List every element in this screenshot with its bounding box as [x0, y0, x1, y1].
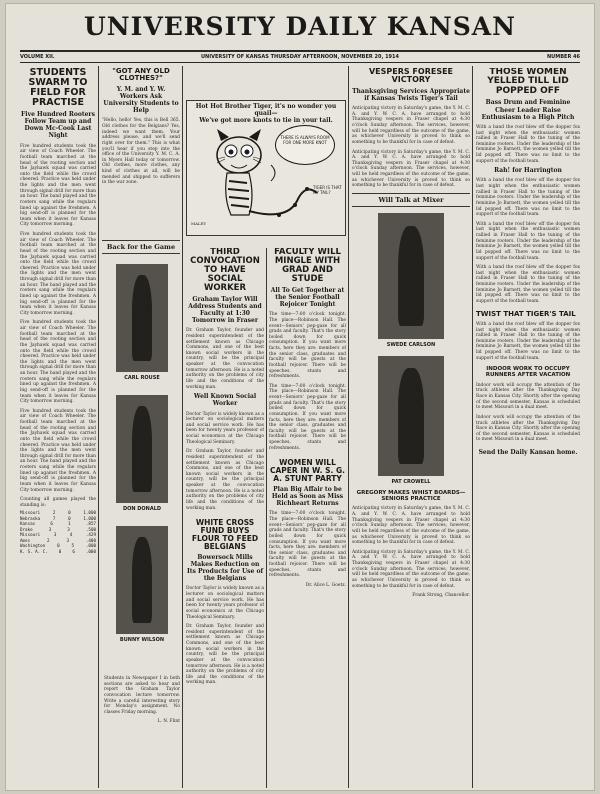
caption-pat-crowell: PAT CROWELL	[391, 478, 431, 485]
article-body: Dr. Graham Taylor, founder and resident superintendent of the settlement known as Chicago Commons, and one of the best known social workers in the country, will be the principal speaker at the convocation tomorrow afternoon. He is a noted authority on the problems of city life and the conditions of the working man.	[186, 624, 264, 686]
masthead-rule-top	[20, 50, 580, 52]
standings-cell-pct: 1.000	[83, 510, 96, 516]
headline-students-swarm: STUDENTS SWARM TO FIELD FOR PRACTISE	[28, 68, 88, 108]
table-title: Counting all games played the standing is:	[20, 497, 96, 508]
standings-cell-w: 2	[47, 537, 50, 543]
standings-cell-team: Kansas	[20, 521, 36, 527]
footer-send-home: Send the Daily Kansan home.	[478, 449, 578, 457]
article-body: With a band the roof blew off the dopper fox last night when the enthusiastic women rallied in Fraser Hall to the tuning of the feminine rooters. Under the leadership of the feminine Jo Barnett, the women yelled till the lid popped off. There was no limit to the support of the football team.	[476, 221, 580, 261]
column-4	[186, 248, 264, 788]
column-5	[269, 248, 346, 788]
back-for-game-label: Back for the Game	[102, 240, 180, 254]
headline-white-cross: WHITE CROSS FUND BUYS FLOUR TO FEED BELGIANS	[191, 518, 259, 551]
headline-faculty-mingle: FACULTY WILL MINGLE WITH GRAD AND STUDE	[274, 248, 341, 284]
caption-bunny-wilson: BUNNY WILSON	[119, 637, 165, 643]
standings-cell-pct: .000	[85, 548, 96, 554]
speech-bubble: THERE IS ALWAYS ROOM FOR ONE MORE KNOT	[275, 125, 335, 165]
article-body: Anticipating victory in Saturday's game, the Y. M. C. A. and Y. W. C. A. have arranged to hold Thanksgiving vespers in Fraser chapel at 4:30 o'clock Sunday afternoon. The services, however, will be held regardless of the outcome of the game, as whichever University is proved to think so something to be thankful for in case of defeat.	[352, 149, 470, 189]
poem-headline: TWIST THAT TIGER'S TAIL	[476, 309, 576, 318]
cartoon-title-1: Hot Hot Brother Tiger, it's no wonder you quail—	[195, 103, 337, 117]
standings-cell-pct: .400	[85, 537, 96, 543]
standings-cell-team: Nebraska	[20, 515, 41, 521]
standings-cell-pct: .429	[85, 532, 96, 538]
article-body: Dr. Graham Taylor, founder and resident superintendent of the settlement known as Chicago Commons, and one of the best known social workers in the country, will be the principal speaker at the convocation tomorrow afternoon. He is a noted authority on the problems of city life and the conditions of the working man.	[186, 449, 264, 511]
subhead-women-yelled: Bass Drum and Feminine Cheer Leader Raise Enthusiasm to a High Pitch	[481, 99, 575, 121]
date-label: UNIVERSITY OF KANSAS THURSDAY AFTERNOON, NOVEMBER 20, 1914	[201, 54, 399, 60]
standings-cell-l: 0	[68, 510, 71, 516]
column-divider	[472, 66, 473, 788]
will-talk-label: Will Talk at Mixer	[352, 193, 470, 207]
standings-cell-l: 1	[68, 521, 71, 527]
subhead-rooters: Five Hundred Rooters Follow Team up and Down Mc-Cook Last Night	[21, 110, 95, 140]
column-divider	[182, 66, 183, 788]
standings-cell-pct: .857	[85, 521, 96, 527]
standings-cell-w: 6	[50, 521, 53, 527]
article-body: The time—7:00 o'clock tonight. The place—Robinson Hall. The event—Seniors' pep-gaze for all grads and faculty. That's the story boiled down for quick consumption. If you want more facts, here they are: members of the senior class, graduates and faculty will be guests at the football rejoicer. There will be speeches, stunts and refreshments.	[269, 511, 346, 579]
section-social-worker: Well Known Social Worker	[193, 393, 257, 408]
column-6	[352, 68, 470, 764]
cartoon-box	[186, 100, 346, 236]
article-body: Five hundred students took the air view of Coach Wheeler. The football team marched at the head of the rooting section and the Jayhawk squad was carried onto the field while the crowd cheered. Practice was held under the lights and the men went through signal drill for more than an hour. The band played and the rooters sang while the regulars lined up against the freshmen. A big send-off is planned for the team when it leaves for Kansas City tomorrow morning.	[20, 408, 96, 493]
photo-column	[104, 258, 180, 666]
standings-cell-team: Washington	[20, 543, 46, 549]
signature: L. N. Flint	[157, 719, 180, 725]
article-body: Five hundred students took the air view of Coach Wheeler. The football team marched at the head of the rooting section and the Jayhawk squad was carried onto the field while the crowd cheered. Practice was held under the lights and the men went through signal drill for more than an hour. The band played and the rooters sang while the regulars lined up against the freshmen. A big send-off is planned for the team when it leaves for Kansas City tomorrow morning.	[20, 143, 96, 228]
column-divider	[98, 66, 99, 788]
subhead-white-cross: Bowersock Mills Makes Reduction on Its Products for Use of the Belgians	[186, 553, 264, 583]
article-body: The time—7:00 o'clock tonight. The place—Robinson Hall. The event—Seniors' pep-gaze for all grads and faculty. That's the story boiled down for quick consumption. If you want more facts, here they are: members of the senior class, graduates and faculty will be guests at the football rejoicer. There will be speeches, stunts and refreshments.	[269, 312, 346, 380]
standings-cell-l: 6	[72, 548, 75, 554]
headline-vespers: VESPERS FORESEE VICTORY	[368, 68, 454, 85]
article-body: Anticipating victory in Saturday's game, the Y. M. C. A. and Y. W. C. A. have arranged to hold Thanksgiving vespers in Fraser chapel at 4:30 o'clock Sunday afternoon. The services, however, will be held regardless of the outcome of the game, as whichever University is proved to think so something to be thankful for in case of defeat.	[352, 549, 470, 589]
volume-label: VOLUME XII.	[20, 54, 55, 60]
article-body: Anticipating victory in Saturday's game, the Y. M. C. A. and Y. W. C. A. have arranged to hold Thanksgiving vespers in Fraser chapel at 4:30 o'clock Sunday afternoon. The services, however, will be held regardless of the outcome of the game, as whichever University is proved to think so something to be thankful for in case of defeat.	[352, 106, 470, 145]
article-body: With a band the roof blew off the dopper fox last night when the enthusiastic women rallied in Fraser Hall to the tuning of the feminine rooters. Under the leadership of the feminine Jo Barnett, the women yelled till the lid popped off. There was no limit to the support of the football team.	[476, 265, 580, 304]
standings-cell-l: 3	[66, 537, 69, 543]
standings-cell-w: 0	[58, 548, 62, 554]
article-body: Five hundred students took the air view of Coach Wheeler. The football team marched at the head of the rooting section and the Jayhawk squad was carried onto the field while the crowd cheered. Practice was held under the lights and the men went through signal drill for more than an hour. The band played and the rooters sang while the regulars lined up against the freshmen. A big send-off is planned for the team when it leaves for Kansas City tomorrow morning.	[20, 232, 96, 316]
column-7	[476, 68, 580, 764]
standings-cell-pct: .000	[85, 543, 96, 549]
standings-cell-pct: 1.000	[83, 515, 96, 521]
standings-cell-w: 0	[57, 543, 60, 549]
article-body: Dr. Graham Taylor, founder and resident superintendent of the settlement known as Chicago Commons, and one of the best known social workers in the country, will be the principal speaker at the convocation tomorrow afternoon. He is a noted authority on the problems of city life and the conditions of the working man.	[186, 328, 264, 390]
standings-cell-team: Missouri	[20, 532, 41, 538]
standings-cell-pct: .500	[85, 526, 96, 532]
article-body: Doctor Taylor is widely known as a lecturer on sociological matters and social service work. He has been for twenty years professor of social economics at the Chicago Theological Seminary.	[186, 586, 264, 620]
article-body: Anticipating victory in Saturday's game, the Y. M. C. A. and Y. W. C. A. have arranged to hold Thanksgiving vespers in Fraser chapel at 4:30 o'clock Sunday afternoon. The services, however, will be held regardless of the outcome of the game, as whichever University is proved to think so something to be thankful for in case of defeat.	[352, 506, 470, 546]
standings-cell-team: K. S. A. C.	[20, 548, 48, 554]
masthead-title: UNIVERSITY DAILY KANSAN	[83, 12, 517, 41]
standings-cell-l: 0	[68, 515, 71, 521]
standings-cell-l: 5	[71, 543, 75, 549]
column-2-bottom	[104, 672, 180, 725]
cartoon-artist: MALEY	[191, 221, 207, 226]
photo-don-donald	[116, 395, 168, 503]
standings-row	[20, 549, 96, 554]
article-body: Indoor work will occupy the attention of the track athletes after the Thanksgiving Day Race in Kansas City. Shortly after the opening of the second semester, Kansas is scheduled to meet Missouri in a dual meet.	[476, 414, 580, 443]
standings-cell-team: Drake	[20, 526, 33, 532]
article-body: Doctor Taylor is widely known as a lecturer on sociological matters and social service work. He has been for twenty years professor of social economics at the Chicago Theological Seminary.	[186, 411, 264, 445]
column-divider	[266, 248, 267, 788]
photo-swede-carlson	[378, 213, 444, 339]
back-for-game-section	[102, 240, 180, 254]
headline-indoor-work: INDOOR WORK TO OCCUPY RUNNERS AFTER VACATION	[485, 366, 571, 379]
column-divider	[348, 66, 349, 788]
headline-convocation: THIRD CONVOCATION TO HAVE SOCIAL WORKER	[190, 248, 260, 293]
article-body: "Hello, hello! Yes, this is Bell 365. Old clothes for the Belgians? Yes, indeed we want them. Your address please, and we'll send right over for them." This is what you'll hear if you step into the office of the University Y. M. C. A. in Myers Hall today or tomorrow. Old clothes, more clothes, any kind of clothes at all, will be mended and shipped to sufferers in the war zone.	[102, 118, 180, 186]
number-label: NUMBER 46	[547, 54, 580, 60]
newspaper-page	[6, 4, 594, 790]
photo-carl-rouse	[116, 264, 168, 372]
caption-carl-rouse: CARL ROUSE	[124, 375, 160, 381]
headline-women-yelled: THOSE WOMEN YELLED TILL LID POPPED OFF	[487, 68, 569, 96]
standings-cell-l: 3	[67, 526, 70, 532]
headline-gregory: GREGORY MAKES WHIST BOARDS—SENIORS PRACTICE	[356, 489, 466, 502]
subhead-old-clothes: Y. M. and Y. W. Workers Ask University Students to Help	[103, 85, 179, 115]
standings-cell-team: Missouri	[20, 510, 41, 516]
standings-cell-team: Ames	[20, 537, 31, 543]
photo-bunny-wilson	[116, 526, 168, 634]
subhead-vespers: Thanksgiving Services Appropriate if Kansas Twists Tiger's Tail	[352, 87, 470, 102]
caption-don-donald: DON DONALD	[122, 506, 162, 512]
standings-cell-w: 3	[48, 526, 52, 532]
standings-cell-w: 3	[53, 532, 57, 538]
standings-cell-l: 4	[69, 532, 73, 538]
subhead-convocation: Graham Taylor Will Address Students and Faculty at 1:30 Tomorrow in Fraser	[188, 295, 262, 325]
section-harrington: Rah! for Harrington	[494, 167, 562, 175]
headline-women-caper: WOMEN WILL CAPER IN W. S. G. A. STUNT PARTY	[270, 458, 345, 483]
column-1	[20, 68, 96, 764]
standings-table	[20, 510, 96, 554]
masthead-rule-bottom	[20, 62, 580, 63]
headline-old-clothes: "GOT ANY OLD CLOTHES?"	[112, 68, 170, 83]
article-body: With a band the roof blew off the dopper fox last night when the enthusiastic women rallied in Fraser Hall to the tuning of the feminine rooters. Under the leadership of the feminine Jo Barnett, the women yelled till the lid popped off. There was no limit to the support of the football team.	[476, 178, 580, 218]
article-body: With a band the roof blew off the dopper fox last night when the enthusiastic women rallied in Fraser Hall to the tuning of the feminine rooters. Under the leadership of the feminine Jo Barnett, the women yelled till the lid popped off. There was no limit to the support of the football team.	[476, 321, 580, 361]
subhead-faculty-mingle: All To Get Together at the Senior Football Rejoicer Tonight	[270, 286, 345, 309]
standings-cell-w: 2	[52, 510, 56, 516]
article-body: Indoor work will occupy the attention of the track athletes after the Thanksgiving Day Race in Kansas City. Shortly after the opening of the second semester, Kansas is scheduled to meet Missouri in a dual meet.	[476, 382, 580, 411]
subhead-women-caper: Plan Big Affair to be Held as Soon as Miss Richheart Returns	[271, 485, 344, 508]
signature: Dr. Alice L. Goetz.	[305, 582, 346, 588]
article-body: With a band the roof blew off the dopper fox last night when the enthusiastic women rallied in Fraser Hall to the tuning of the feminine rooters. Under the leadership of the feminine Jo Barnett, the women yelled till the lid popped off. There was no limit to the support of the football team.	[476, 124, 580, 164]
photo-pat-crowell	[378, 356, 444, 476]
standings-cell-w: 7	[52, 515, 56, 521]
tail-note: TIGER IS THAT MY TAIL?	[313, 185, 342, 195]
article-body: Students in Newspaper I in both sections are asked to hear and report the Graham Taylor convocation lecture tomorrow. Write a careful interesting story for Monday's assignment. No classes Friday morning.	[104, 676, 180, 715]
signature: Frank Strong, Chancellor.	[412, 593, 470, 599]
caption-swede-carlson: SWEDE CARLSON	[386, 341, 436, 348]
article-body: Five hundred students took the air view of Coach Wheeler. The football team marched at the head of the rooting section and the Jayhawk squad was carried onto the field while the crowd cheered. Practice was held under the lights and the men went through signal drill for more than an hour. The band played and the rooters sang while the regulars lined up against the freshmen. A big send-off is planned for the team when it leaves for Kansas City tomorrow morning.	[20, 320, 96, 405]
cartoon-title-2: We've got more knots to tie in your tail.	[199, 117, 333, 124]
article-body: The time—7:00 o'clock tonight. The place—Robinson Hall. The event—Seniors' pep-gaze for all grads and faculty. That's the story boiled down for quick consumption. If you want more facts, here they are: members of the senior class, graduates and faculty will be guests at the football rejoicer. There will be speeches, stunts and refreshments.	[269, 383, 346, 451]
